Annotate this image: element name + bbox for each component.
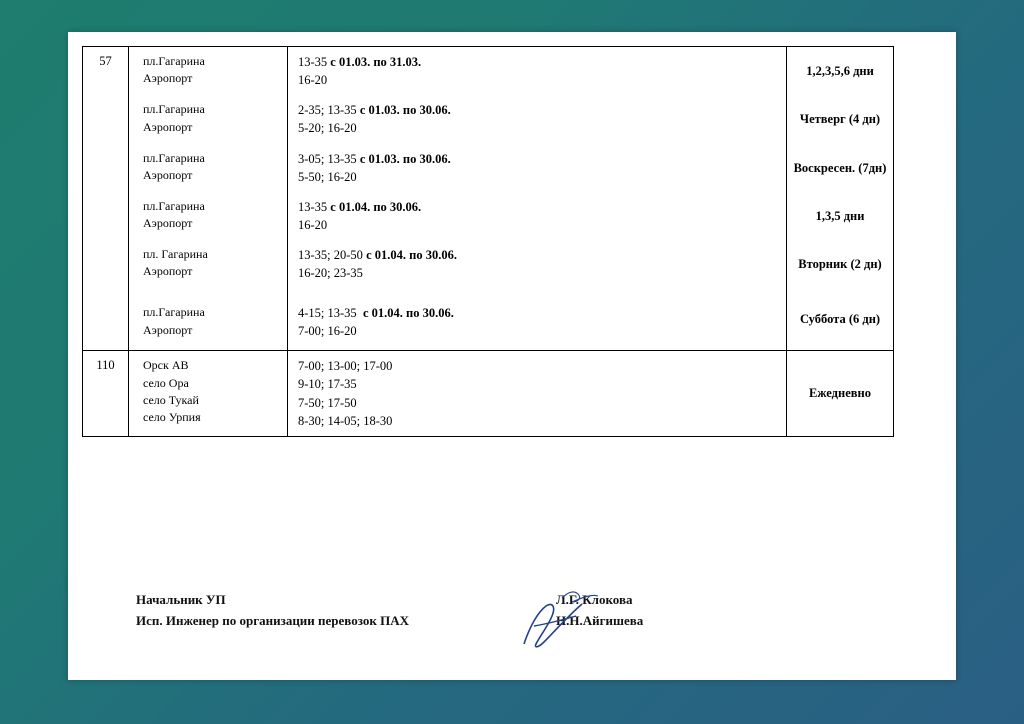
handwritten-signature <box>516 586 636 656</box>
stop-name: Аэропорт <box>143 216 193 231</box>
stop-name: пл. Гагарина <box>143 247 208 261</box>
times-line2: 5-50; 16-20 <box>298 169 357 184</box>
times-cell <box>287 192 787 240</box>
signature-name: Л.Г. Клокова <box>556 592 633 607</box>
stops-cell <box>129 95 287 143</box>
times-cell <box>287 240 787 288</box>
times-period: с 01.04. по 30.06. <box>362 306 454 321</box>
table-row <box>129 288 895 350</box>
days-cell: 1,3,5 дни <box>815 208 865 223</box>
table-route-block-57 <box>82 46 894 350</box>
stop-name: Аэропорт <box>143 167 193 182</box>
stop-name: село Урпия <box>143 410 201 425</box>
stops-cell <box>129 240 287 288</box>
days-cell: Четверг (4 дн) <box>799 112 881 127</box>
times-line2: 16-20 <box>298 217 328 232</box>
table-row <box>129 240 895 288</box>
table-route-block-110 <box>82 350 894 437</box>
stop-name: село Ора <box>143 375 189 390</box>
times-line: 7-50; 17-50 <box>298 395 357 410</box>
stop-name: пл.Гагарина <box>143 305 205 320</box>
stop-name: Аэропорт <box>143 264 193 279</box>
times-line2: 16-20 <box>298 73 328 88</box>
stops-cell <box>129 192 287 240</box>
signature-title: Исп. Инженер по организации перевозок ПАХ <box>136 612 410 628</box>
signature-name: Н.Н.Айгишева <box>556 612 644 628</box>
times-line2: 5-20; 16-20 <box>298 121 357 136</box>
stops-cell <box>129 351 287 436</box>
times-line: 8-30; 14-05; 18-30 <box>298 413 393 428</box>
signature-title: Начальник УП <box>136 592 226 607</box>
days-cell: Суббота (6 дн) <box>799 312 881 327</box>
stop-name: село Тукай <box>143 393 199 408</box>
stop-name: пл.Гагарина <box>143 150 205 165</box>
times-prefix: 13-35 <box>298 55 328 69</box>
route-number: 110 <box>83 351 129 436</box>
table-row <box>129 144 895 192</box>
times-prefix: 13-35; 20-50 <box>298 248 363 262</box>
times-period: с 01.04. по 30.06. <box>366 248 457 262</box>
schedule-table <box>82 46 894 437</box>
signature-block <box>136 590 836 632</box>
times-cell <box>287 351 787 436</box>
signature-row <box>136 590 836 611</box>
days-cell: Ежедневно <box>809 386 871 401</box>
stop-name: Аэропорт <box>143 322 193 337</box>
table-row <box>129 47 895 95</box>
table-row <box>129 95 895 143</box>
table-row <box>129 351 895 436</box>
route-number: 57 <box>83 47 129 350</box>
times-prefix: 2-35; 13-35 <box>298 103 357 118</box>
days-cell: Воскресен. (7дн) <box>793 160 887 175</box>
stop-name: пл.Гагарина <box>143 54 205 68</box>
times-cell <box>287 95 787 143</box>
signature-row <box>136 611 836 632</box>
document-page <box>68 32 956 680</box>
times-line: 9-10; 17-35 <box>298 377 357 392</box>
stop-name: Орск АВ <box>143 358 189 373</box>
times-line2: 16-20; 23-35 <box>298 266 363 281</box>
times-cell <box>287 288 787 350</box>
stop-name: пл.Гагарина <box>143 102 205 117</box>
stops-cell <box>129 288 287 350</box>
times-line2: 7-00; 16-20 <box>298 324 357 339</box>
table-row <box>129 192 895 240</box>
times-period: с 01.03. по 31.03. <box>330 55 422 69</box>
times-period: с 01.03. по 30.06. <box>359 151 451 166</box>
days-cell: 1,2,3,5,6 дни <box>806 64 874 78</box>
times-line: 7-00; 13-00; 17-00 <box>298 359 393 374</box>
stops-cell <box>129 47 287 95</box>
stop-name: пл.Гагарина <box>143 198 205 213</box>
days-cell: Вторник (2 дн) <box>798 257 882 271</box>
times-prefix: 3-05; 13-35 <box>298 151 357 166</box>
times-prefix: 4-15; 13-35 <box>298 306 357 321</box>
times-period: с 01.04. по 30.06. <box>330 199 422 214</box>
times-prefix: 13-35 <box>298 199 328 214</box>
times-cell <box>287 47 787 95</box>
stop-name: Аэропорт <box>143 119 193 134</box>
stops-cell <box>129 144 287 192</box>
times-cell <box>287 144 787 192</box>
stop-name: Аэропорт <box>143 71 193 86</box>
times-period: с 01.03. по 30.06. <box>359 103 451 118</box>
